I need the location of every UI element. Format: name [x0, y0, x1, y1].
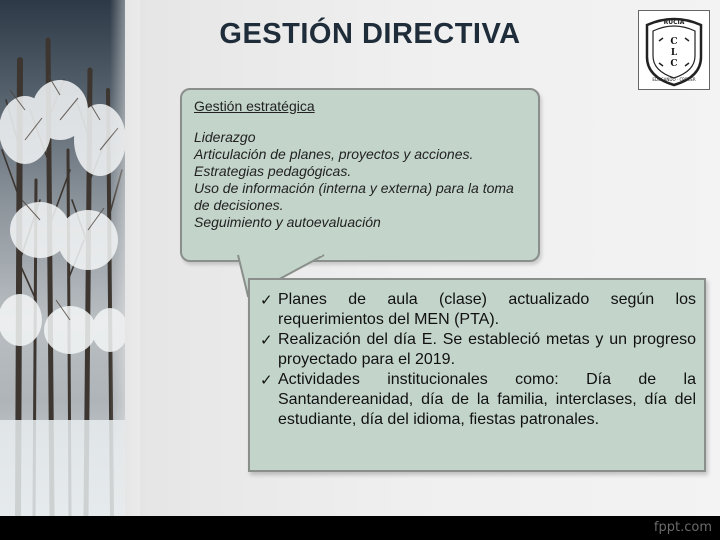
- logo-letter-2: L: [670, 48, 678, 58]
- watermark: fppt.com: [653, 520, 712, 535]
- school-logo: [638, 10, 710, 90]
- list-item: [260, 370, 696, 430]
- callout-item: Estrategias pedagógicas.: [194, 163, 352, 179]
- list-item: [260, 330, 696, 370]
- bullet-text: Realización del día E. Se estableció metas y un progreso proyectado para el 2019.: [278, 331, 696, 368]
- logo-letter-1: C: [670, 37, 678, 47]
- check-mark-icon: ✓: [260, 331, 273, 349]
- logo-bottom-text: EDUCANDO · CRECER: [652, 77, 696, 82]
- callout-item: Uso de información (interna y externa) para la toma de decisiones.: [194, 180, 514, 213]
- bullet-text: Actividades institucionales como: Día de la Santandereanidad, día de la familia, interclases, día del estudiante, día del idioma, fiestas patronales.: [278, 371, 696, 428]
- image-fade: [110, 0, 140, 516]
- list-item: [260, 290, 696, 330]
- tree-branches-graphic: [0, 0, 125, 516]
- callout-heading: Gestión estratégica: [194, 98, 315, 114]
- callout-content: [194, 98, 530, 231]
- callout-list: [194, 129, 530, 231]
- snowy-forest-image: [0, 0, 125, 516]
- callout-item: Seguimiento y autoevaluación: [194, 214, 381, 230]
- school-seal-icon: [639, 11, 709, 89]
- achievements-panel: [248, 278, 706, 472]
- bottom-bar: [0, 516, 720, 540]
- callout-item: Articulación de planes, proyectos y acciones.: [194, 146, 474, 162]
- check-mark-icon: ✓: [260, 371, 273, 389]
- strategic-management-callout: [180, 88, 540, 262]
- callout-item: Liderazgo: [194, 129, 256, 145]
- slide-title: GESTIÓN DIRECTIVA: [219, 18, 521, 50]
- bullet-text: Planes de aula (clase) actualizado según los requerimientos del MEN (PTA).: [278, 291, 696, 328]
- logo-top-text: RUCIA: [663, 19, 685, 26]
- check-mark-icon: ✓: [260, 291, 273, 309]
- achievements-list: [250, 280, 704, 430]
- logo-letter-3: C: [670, 59, 678, 69]
